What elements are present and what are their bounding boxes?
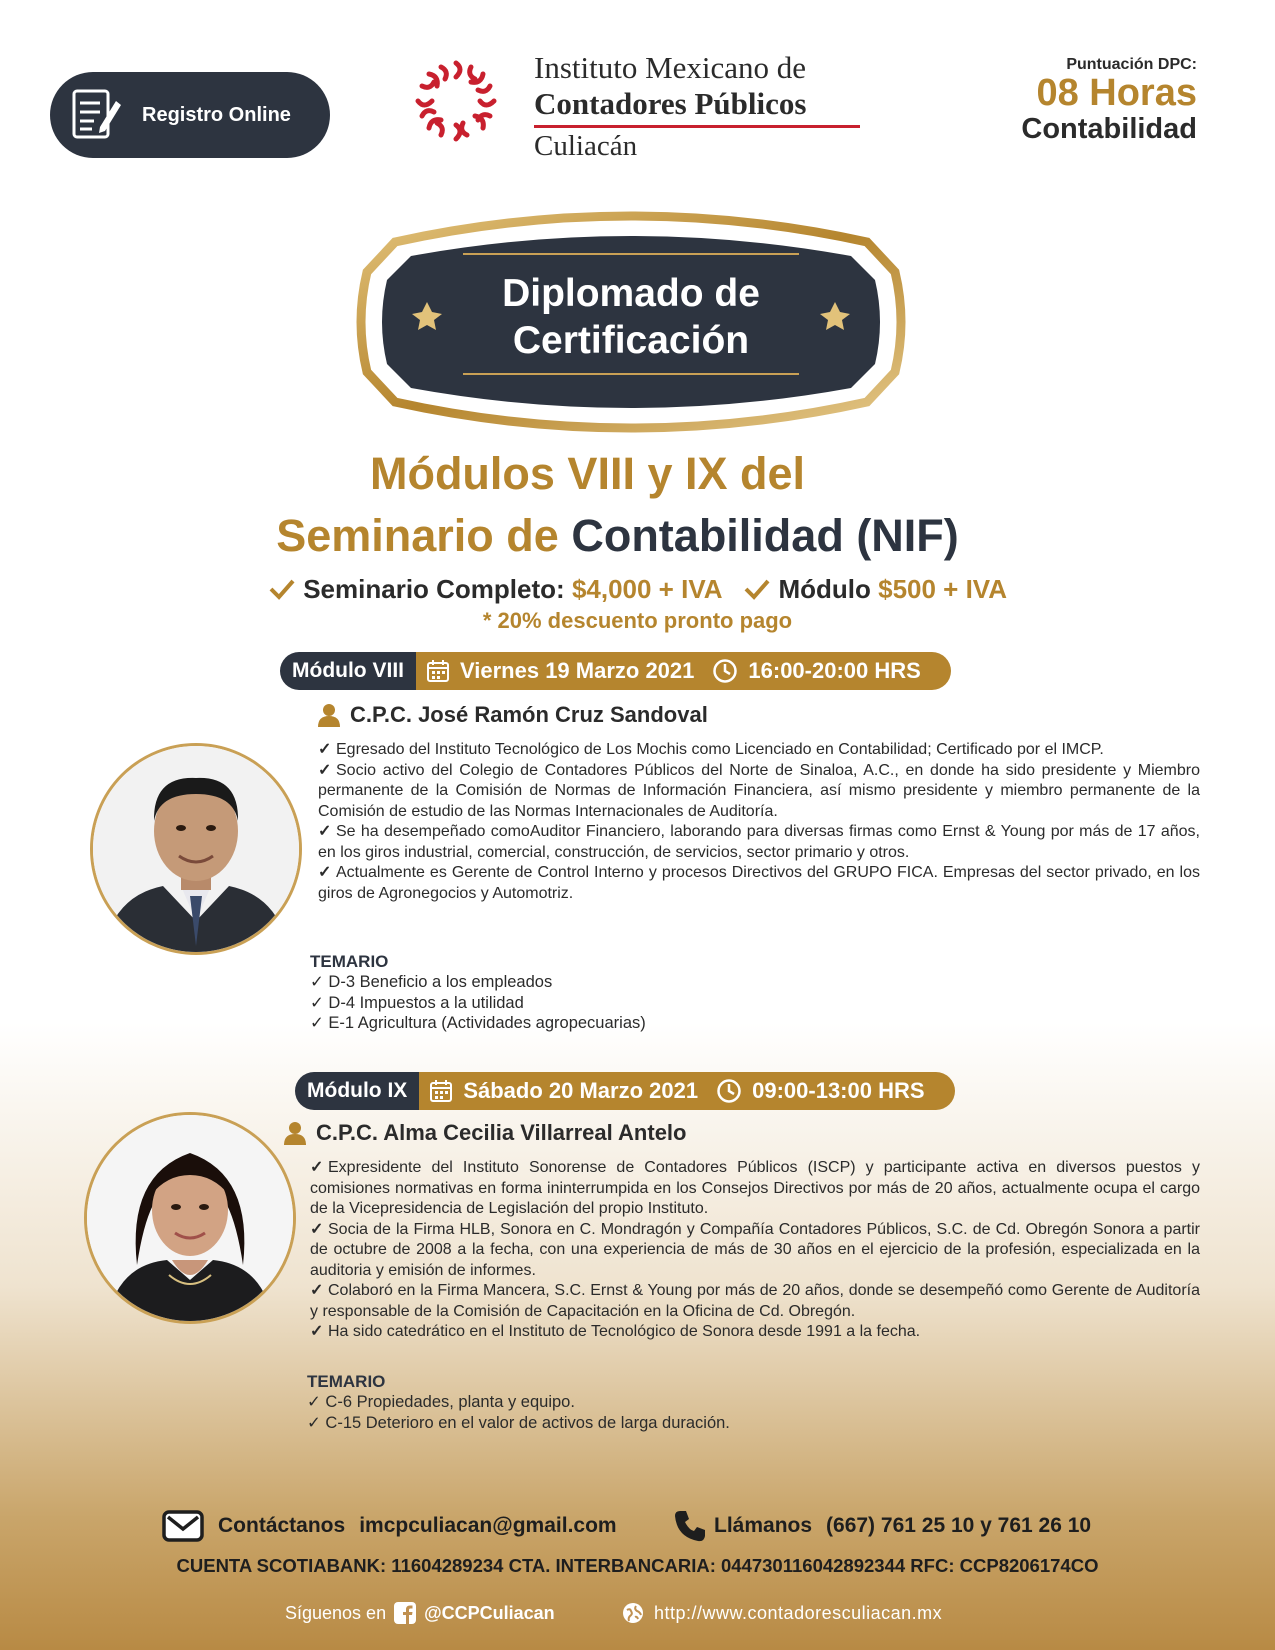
module-ix-bar (295, 1072, 955, 1110)
check-icon: ✓ (307, 1393, 326, 1411)
bio-item: ✓ Expresidente del Instituto Sonorense de Contadores Públicos (ISCP) y participante activa en diversos puestos y comisiones normativas en forma ininterrumpida en los Consejos Directivos por más de 20 años, actualmente ocupa el cargo de la Vicepresidencia de Legislación del propio Instituto. (310, 1159, 1200, 1217)
speaker-portrait-image (93, 746, 299, 952)
speaker-name (284, 1120, 687, 1146)
check-icon: ✓ (310, 1014, 329, 1032)
phone-icon (672, 1508, 708, 1544)
document-edit-icon (50, 72, 142, 158)
bio-item: ✓ Colaboró en la Firma Mancera, S.C. Ernst & Young por más de 20 años, donde se desempeñó como Gerente de Auditoría y responsable de la Comisión de Capacitación en la Oficina de Cd. Obregón. (310, 1282, 1200, 1320)
temario-title: TEMARIO (310, 952, 389, 971)
list-item: ✓ C-6 Propiedades, planta y equipo. (307, 1393, 575, 1411)
check-icon: ✓ (310, 973, 329, 991)
user-icon (284, 1121, 306, 1145)
institute-name-line2: Contadores Públicos (534, 86, 807, 121)
list-item: ✓ C-15 Deterioro en el valor de activos de larga duración. (307, 1413, 730, 1432)
full-price-label: Seminario Completo: (303, 574, 565, 604)
full-price-value: $4,000 + IVA (571, 574, 722, 604)
dpc-subject: Contabilidad (1021, 113, 1197, 145)
email-contact[interactable] (162, 1510, 617, 1542)
bio-item: ✓ Egresado del Instituto Tecnológico de Los Mochis como Licenciado en Contabilidad; Certificado por el IMCP. (318, 740, 1200, 761)
module-price-value: $500 + IVA (878, 574, 1007, 604)
website-link[interactable] (622, 1602, 942, 1624)
imcp-logo-icon (410, 55, 502, 147)
phone-contact[interactable] (672, 1508, 1091, 1544)
temario-list (307, 1392, 730, 1433)
follow-label: Síguenos en (285, 1602, 387, 1623)
headline-dark-part: Contabilidad (NIF) (571, 510, 959, 561)
module-time: 09:00-13:00 HRS (752, 1078, 925, 1103)
module-schedule (419, 1072, 954, 1110)
check-icon: ✓ (318, 864, 332, 881)
clock-icon (712, 658, 738, 684)
website-url[interactable]: http://www.contadoresculiacan.mx (654, 1602, 943, 1623)
check-icon (268, 578, 296, 600)
module-schedule (416, 652, 951, 690)
module-date: Sábado 20 Marzo 2021 (463, 1078, 699, 1103)
check-icon: ✓ (307, 1413, 326, 1432)
register-online-label: Registro Online (142, 103, 291, 126)
check-icon (743, 578, 771, 600)
call-label: Llámanos (714, 1514, 813, 1537)
social-row (0, 1600, 1275, 1630)
discount-note: * 20% descuento pronto pago (482, 608, 793, 633)
institute-city: Culiacán (534, 130, 638, 162)
temario-section (307, 1372, 730, 1433)
check-icon: ✓ (310, 993, 329, 1012)
bio-item: ✓ Socia de la Firma HLB, Sonora en C. Mondragón y Compañía Contadores Públicos, S.C. de Cd. Obregón Sonora a partir de octubre de 2008 a la fecha, con una experiencia de más de 30 años en el ejercicio de la profesión, especializada en la auditoria y emisión de informes. (310, 1220, 1200, 1279)
facebook-link[interactable] (285, 1602, 555, 1624)
badge-title-line1: Diplomado de (502, 272, 760, 315)
bio-item: ✓ Actualmente es Gerente de Control Interno y procesos Directivos del GRUPO FICA. Empresas del sector privado, en los giros de Agronegocios y Automotriz. (318, 864, 1200, 902)
temario-section (310, 952, 646, 1034)
clock-icon (716, 1078, 742, 1104)
register-online-button[interactable] (50, 72, 330, 158)
facebook-icon (394, 1602, 416, 1624)
institute-name-line1: Instituto Mexicano de (534, 50, 807, 85)
speaker-photo (84, 1112, 296, 1324)
list-item: ✓ E-1 Agricultura (Actividades agropecuarias) (310, 1014, 646, 1032)
speaker-bio (318, 740, 1200, 904)
bio-item: ✓ Ha sido catedrático en el Instituto de Tecnológico de Sonora desde 1991 a la fecha. (310, 1322, 1200, 1343)
check-icon: ✓ (310, 1159, 324, 1176)
headline-line1: Módulos VIII y IX del (369, 448, 806, 499)
headline-gold-part: Seminario de (276, 510, 559, 561)
speaker-photo (90, 743, 302, 955)
bio-item: ✓ Se ha desempeñado comoAuditor Financiero, laborando para diversas firmas como Ernst & Young por más de 17 años, en los giros industrial, comercial, construcción, de servicios, sector primario y otros. (318, 823, 1200, 861)
check-icon: ✓ (318, 761, 332, 779)
email-address[interactable]: imcpculiacan@gmail.com (359, 1514, 617, 1537)
check-icon: ✓ (318, 741, 332, 758)
badge-title (420, 270, 842, 364)
module-viii-bar (280, 652, 951, 690)
temario-list (310, 972, 646, 1034)
contact-row (0, 1508, 1275, 1548)
speaker-name-text: C.P.C. José Ramón Cruz Sandoval (350, 702, 708, 727)
speaker-portrait-image (87, 1115, 293, 1321)
bio-item: ✓ Socio activo del Colegio de Contadores Públicos del Norte de Sinaloa, A.C., en donde ha sido presidente y Miembro permanente de la Comisión de Normas de Información Financiera, así mismo presidente y miembro permanente de la Comisión de estudio de las Normas Internacionales de Auditoría. (318, 761, 1200, 820)
badge-title-line2: Certificación (512, 319, 750, 362)
institute-divider (534, 125, 860, 128)
module-tag: Módulo IX (295, 1072, 419, 1110)
check-icon: ✓ (318, 823, 332, 840)
facebook-handle[interactable]: @CCPCuliacan (424, 1602, 555, 1623)
temario-title: TEMARIO (307, 1372, 386, 1391)
envelope-icon (162, 1510, 204, 1542)
globe-icon (622, 1602, 644, 1624)
calendar-icon (426, 659, 450, 683)
module-tag: Módulo VIII (280, 652, 416, 690)
contact-label: Contáctanos (218, 1514, 346, 1537)
speaker-bio (310, 1158, 1200, 1343)
check-icon: ✓ (310, 1323, 324, 1340)
calendar-icon (429, 1079, 453, 1103)
headline-line2 (0, 510, 1275, 562)
check-icon: ✓ (310, 1282, 324, 1299)
speaker-name (318, 702, 708, 728)
pricing-line (0, 574, 1275, 605)
speaker-name-text: C.P.C. Alma Cecilia Villarreal Antelo (316, 1120, 687, 1145)
check-icon: ✓ (310, 1220, 324, 1238)
dpc-label: Puntuación DPC: (1066, 56, 1197, 73)
list-item: ✓ D-3 Beneficio a los empleados (310, 973, 553, 991)
module-time: 16:00-20:00 HRS (748, 658, 921, 683)
module-date: Viernes 19 Marzo 2021 (459, 658, 695, 683)
phone-numbers: (667) 761 25 10 y 761 26 10 (826, 1514, 1092, 1537)
user-icon (318, 703, 340, 727)
bank-account-info: CUENTA SCOTIABANK: 11604289234 CTA. INTERBANCARIA: 044730116042892344 RFC: CCP8206174CO (176, 1555, 1099, 1576)
dpc-hours: 08 Horas (1036, 72, 1197, 114)
list-item: ✓ D-4 Impuestos a la utilidad (310, 993, 524, 1012)
module-price-label: Módulo (778, 574, 871, 604)
